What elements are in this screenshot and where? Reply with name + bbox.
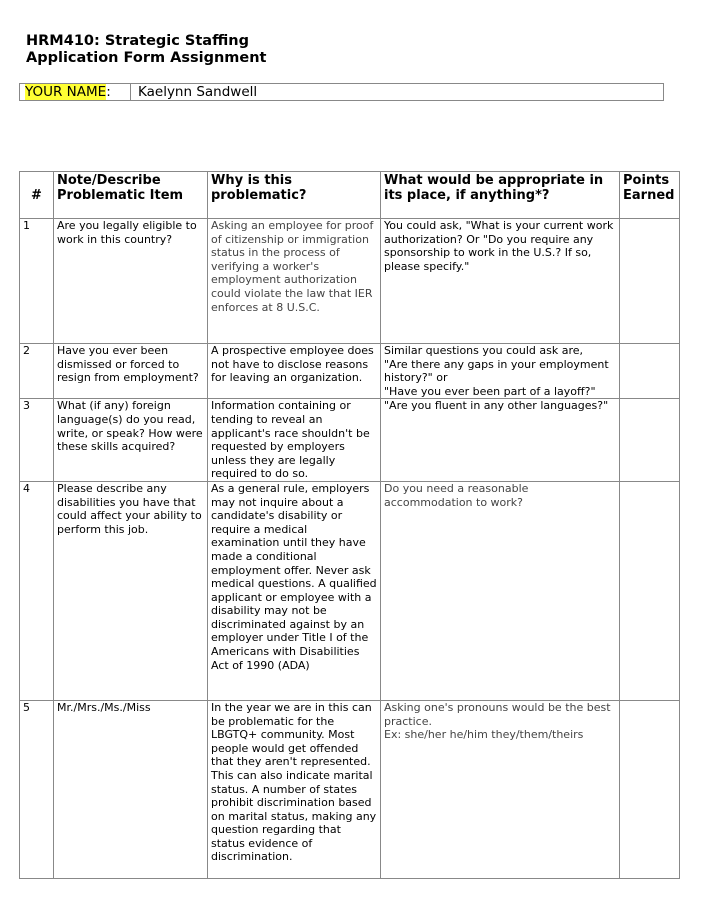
title-line-1: HRM410: Strategic Staffing	[26, 33, 249, 49]
header-why: Why is this problematic?	[208, 172, 381, 219]
row-number: 2	[20, 344, 54, 399]
row-appropriate: "Are you fluent in any other languages?"	[381, 399, 620, 482]
row-number: 3	[20, 399, 54, 482]
header-points: Points Earned	[620, 172, 680, 219]
row-item: What (if any) foreign language(s) do you read, write, or speak? How were these skills acquired?	[54, 399, 208, 482]
row-why: Asking an employee for proof of citizenship or immigration status in the process of verifying a worker's employment authorization could violate the law that IER enforces at 8 U.S.C.	[208, 219, 381, 344]
appropriate-line: "Are there any gaps in your employment history?" or	[384, 357, 609, 385]
row-number: 1	[20, 219, 54, 344]
row-number: 4	[20, 481, 54, 700]
row-why: In the year we are in this can be problematic for the LBGTQ+ community. Most people would get offended that they aren't represented. This can also indicate marital status. A number of states prohibit discrimination based on marital status, making any question regarding that status evidence of discrimination.	[208, 700, 381, 878]
table-row	[20, 700, 680, 878]
name-label	[20, 84, 131, 100]
row-appropriate: Do you need a reasonable accommodation to work?	[381, 481, 620, 700]
header-item: Note/Describe Problematic Item	[54, 172, 208, 219]
row-points[interactable]	[620, 399, 680, 482]
row-why: As a general rule, employers may not inquire about a candidate's disability or require a medical examination until they have made a conditional employment offer. Never ask medical questions. A qualified applicant or employee with a disability may not be discriminated against by an employer under Title I of the Americans with Disabilities Act of 1990 (ADA)	[208, 481, 381, 700]
name-row	[19, 83, 664, 101]
table-row	[20, 344, 680, 399]
row-points[interactable]	[620, 700, 680, 878]
table-header-row	[20, 172, 680, 219]
document-title	[26, 33, 266, 67]
name-field[interactable]: Kaelynn Sandwell	[138, 84, 258, 100]
table-row	[20, 399, 680, 482]
row-points[interactable]	[620, 481, 680, 700]
row-item: Please describe any disabilities you have that could affect your ability to perform this job.	[54, 481, 208, 700]
row-appropriate: You could ask, "What is your current work authorization? Or "Do you require any sponsorship to work in the U.S.? If so, please specify."	[381, 219, 620, 344]
row-points[interactable]	[620, 219, 680, 344]
appropriate-line: Ex: she/her he/him they/them/theirs	[384, 728, 584, 742]
row-item: Are you legally eligible to work in this country?	[54, 219, 208, 344]
row-why: A prospective employee does not have to disclose reasons for leaving an organization.	[208, 344, 381, 399]
row-item: Mr./Mrs./Ms./Miss	[54, 700, 208, 878]
row-number: 5	[20, 700, 54, 878]
table-row	[20, 219, 680, 344]
row-points[interactable]	[620, 344, 680, 399]
title-line-2: Application Form Assignment	[26, 50, 267, 66]
appropriate-line: Asking one's pronouns would be the best practice.	[384, 700, 611, 728]
header-num: #	[20, 172, 54, 219]
row-why: Information containing or tending to reveal an applicant's race shouldn't be requested by employers unless they are legally required to do so.	[208, 399, 381, 482]
name-label-highlight: YOUR NAME	[25, 84, 107, 100]
appropriate-line: "Have you ever been part of a layoff?"	[384, 384, 596, 398]
header-appropriate: What would be appropriate in its place, if anything*?	[381, 172, 620, 219]
row-appropriate	[381, 700, 620, 878]
problem-items-table	[19, 171, 680, 879]
name-label-colon: :	[106, 84, 111, 100]
row-item: Have you ever been dismissed or forced to resign from employment?	[54, 344, 208, 399]
table-row	[20, 481, 680, 700]
appropriate-line: Similar questions you could ask are,	[384, 344, 583, 357]
row-appropriate	[381, 344, 620, 399]
